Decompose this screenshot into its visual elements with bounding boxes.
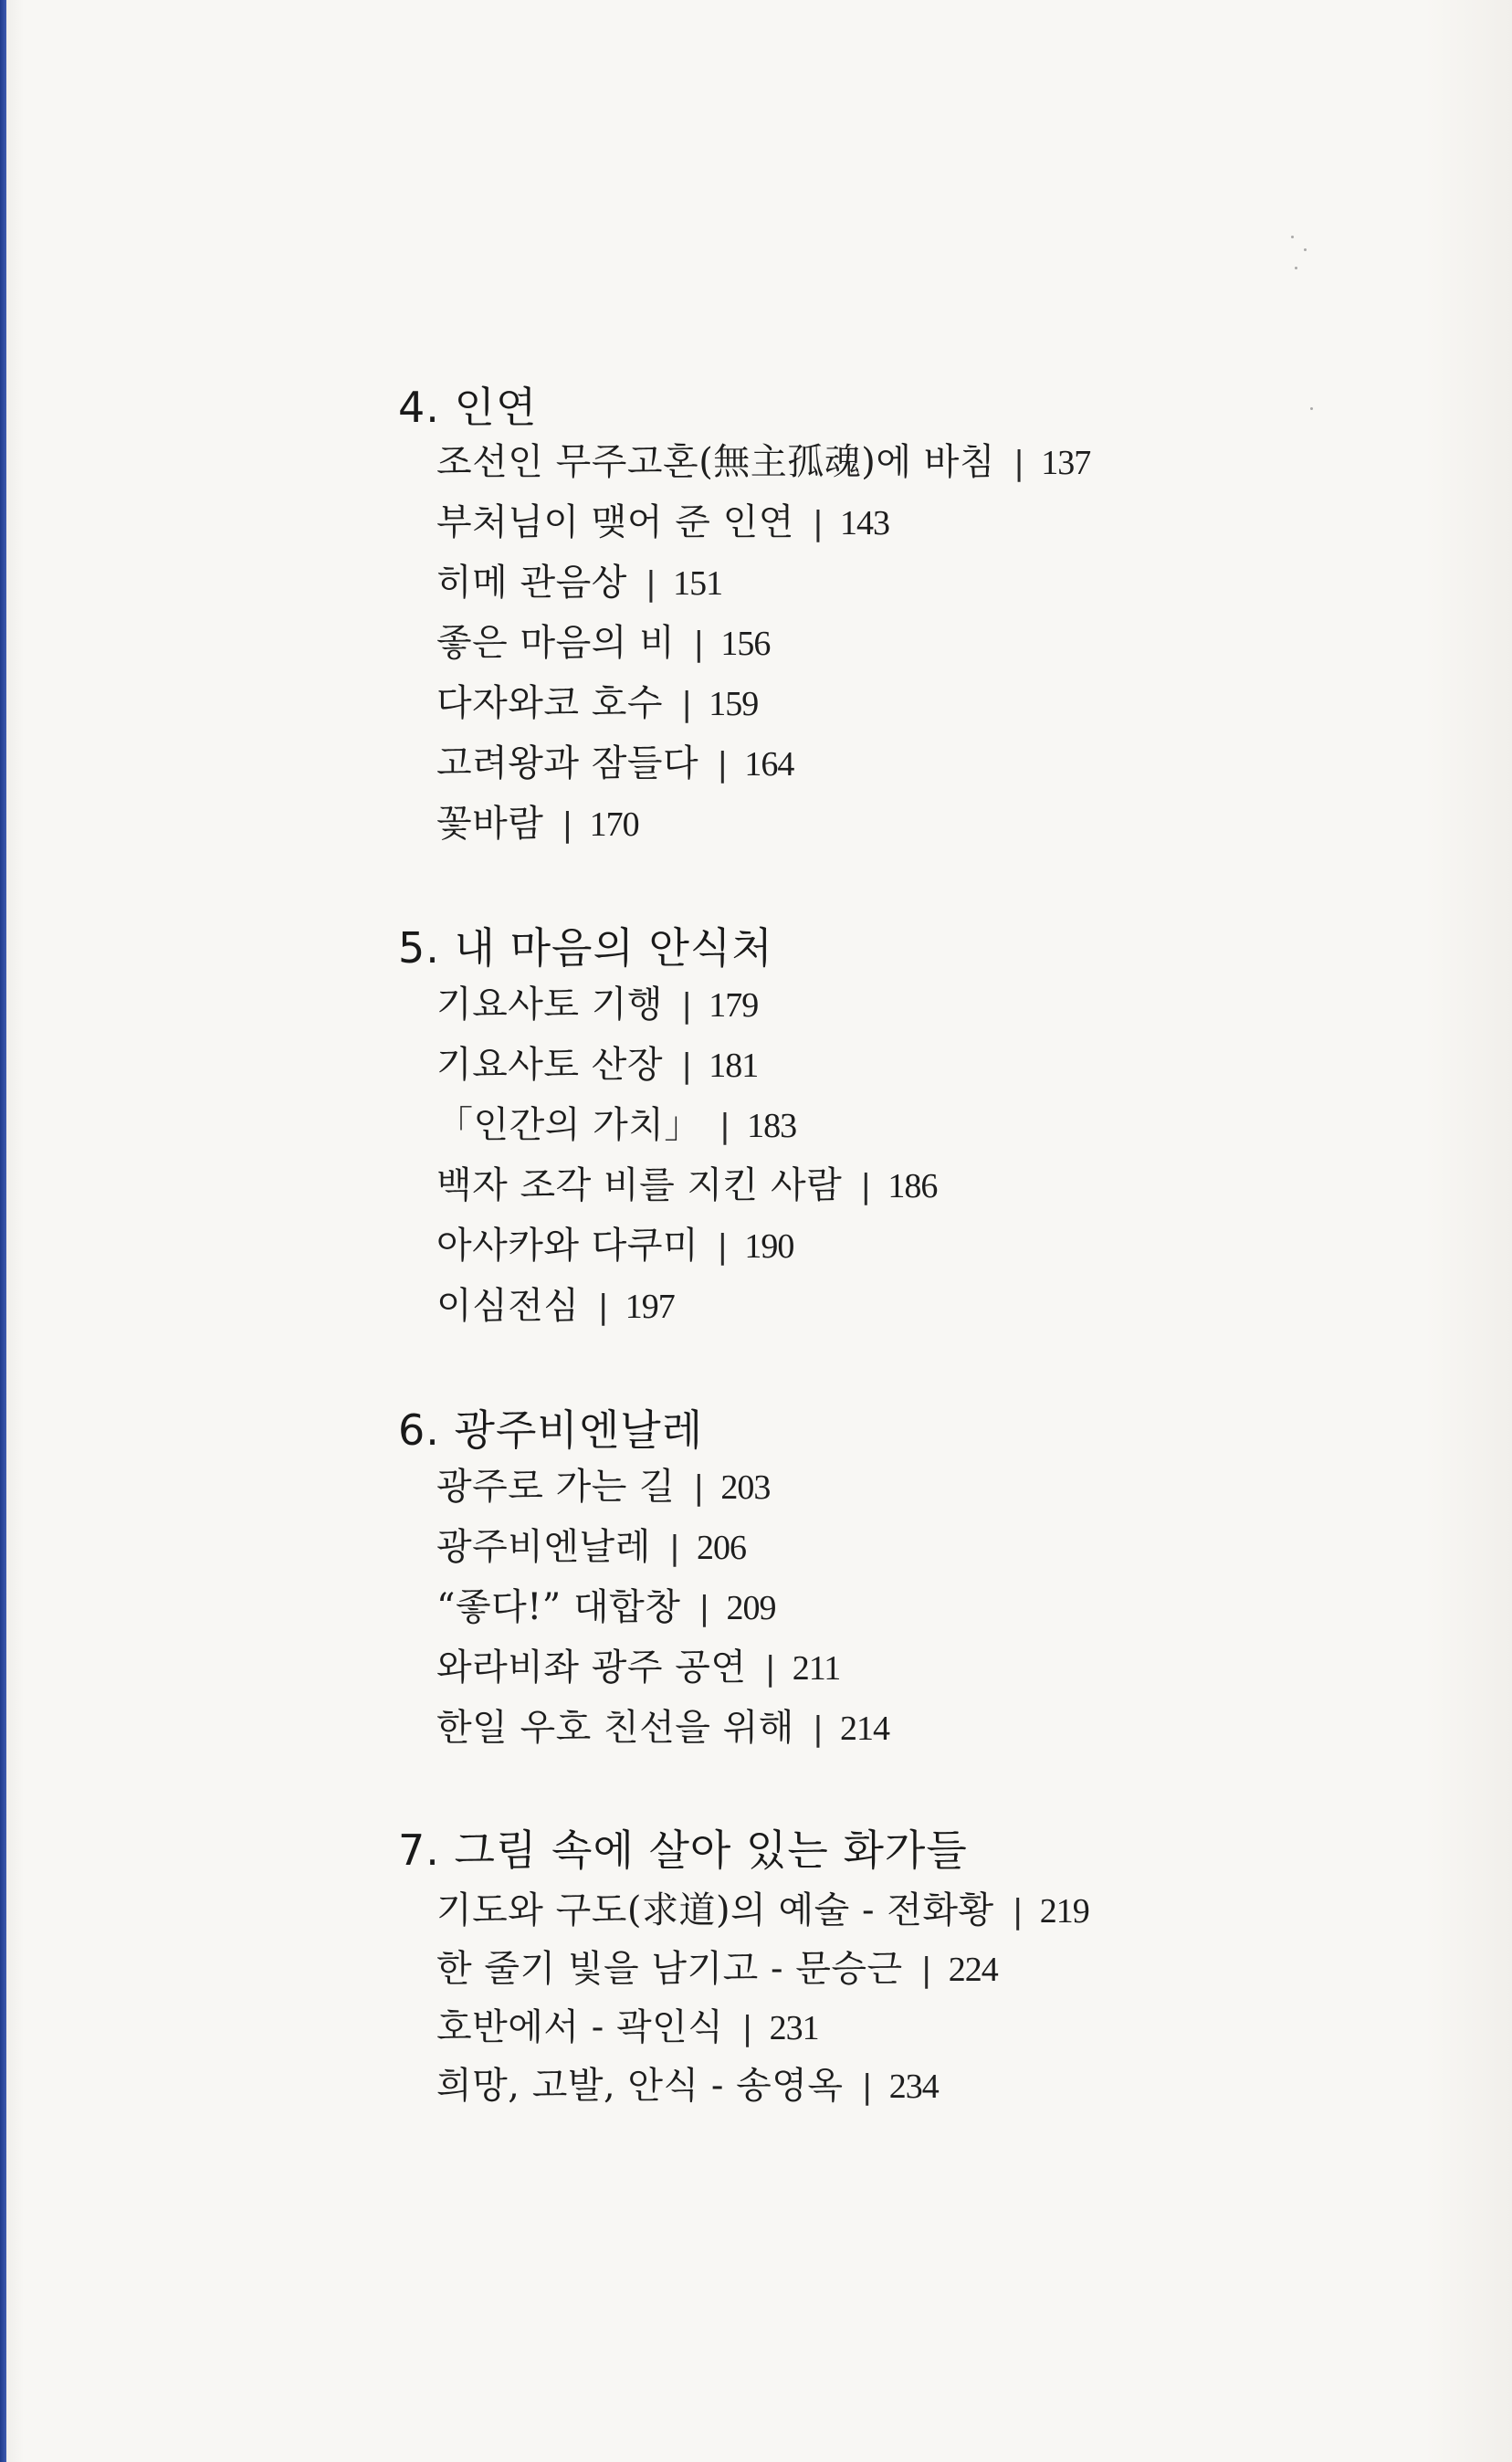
separator: | [681,987,693,1025]
separator: | [562,806,573,844]
toc-entry[interactable] [436,1096,796,1148]
separator: | [719,1108,731,1145]
toc-entry[interactable] [436,553,722,605]
entry-title: 와라비좌 광주 공연 [436,1647,747,1689]
toc-entry[interactable] [436,614,770,666]
toc-entry[interactable] [436,1940,998,1992]
page-number: 159 [709,685,759,723]
entry-title: 한 줄기 빛을 남기고 - 문승근 [436,1948,903,1990]
separator: | [597,1289,609,1326]
entry-title: 「인간의 가치」 [436,1104,701,1146]
entry-title: 히메 관음상 [436,562,627,604]
separator: | [861,2068,873,2106]
page-number: 170 [589,805,639,844]
page-number: 219 [1039,1892,1089,1931]
page-number: 151 [673,564,723,603]
toc-entry[interactable] [436,1156,937,1208]
entry-title: 이심전심 [436,1285,580,1327]
toc-entry[interactable] [436,1518,746,1570]
page-number: 224 [948,1951,998,1989]
entry-title: 한일 우호 친선을 위해 [436,1707,794,1749]
separator: | [860,1168,872,1205]
entry-title: 호반에서 - 곽인식 [436,2006,724,2048]
page-number: 206 [696,1529,746,1567]
page-number: 190 [744,1227,794,1266]
page-number: 203 [720,1468,771,1507]
toc-entry[interactable] [436,1578,776,1630]
separator: | [668,1530,680,1567]
separator: | [693,626,705,663]
page-number: 164 [744,745,794,784]
toc-entry[interactable] [436,1638,840,1690]
toc-entry[interactable] [436,1998,819,2050]
separator: | [717,746,729,784]
section-heading-7: 7. 그림 속에 살아 있는 화가들 [398,1825,968,1875]
separator: | [717,1228,729,1266]
page-number: 214 [840,1710,890,1748]
toc-entry[interactable] [436,794,639,847]
entry-title: 꽃바람 [436,803,544,845]
separator: | [920,1952,932,1989]
separator: | [764,1650,776,1688]
section-heading-4: 4. 인연 [398,383,538,432]
separator: | [812,1710,824,1748]
separator: | [681,686,693,723]
separator: | [693,1469,705,1507]
entry-title: 부처님이 맺어 준 인연 [436,501,794,543]
entry-title: 기요사토 산장 [436,1044,664,1086]
toc-entry[interactable] [436,433,1090,485]
separator: | [812,505,824,542]
entry-title: 아사카와 다쿠미 [436,1225,699,1267]
toc-entry[interactable] [436,1036,758,1088]
page-number: 181 [709,1047,759,1085]
page-number: 137 [1041,444,1091,482]
toc-entry[interactable] [436,1699,889,1751]
page-number: 143 [840,504,890,542]
entry-title: 기도와 구도(求道)의 예술 - 전화황 [436,1889,994,1931]
page-number: 156 [720,625,771,663]
entry-title: 고려왕과 잠들다 [436,742,699,784]
toc-entry[interactable] [436,1881,1089,1933]
entry-title: 광주로 가는 길 [436,1466,676,1508]
entry-title: 광주비엔날레 [436,1526,651,1568]
separator: | [1013,445,1025,482]
toc-entry[interactable] [436,1216,793,1268]
entry-title: 조선인 무주고혼(無主孤魂)에 바침 [436,441,996,483]
toc-entry[interactable] [436,1457,770,1510]
separator: | [741,2010,753,2047]
entry-title: 좋은 마음의 비 [436,622,676,664]
separator: | [681,1047,693,1085]
entry-title: 희망, 고발, 안식 - 송영옥 [436,2065,844,2107]
toc-entry[interactable] [436,674,758,726]
toc-entry[interactable] [436,734,793,786]
toc-entry[interactable] [436,975,758,1027]
separator: | [645,565,657,603]
page-number: 186 [887,1167,938,1205]
entry-title: 기요사토 기행 [436,984,664,1026]
toc-entry[interactable] [436,1277,675,1329]
page-number: 179 [709,986,759,1025]
page-number: 183 [747,1107,797,1145]
entry-title: “좋다!” 대합창 [436,1586,681,1628]
entry-title: 다자와코 호수 [436,682,664,724]
page-number: 231 [769,2009,819,2047]
separator: | [698,1590,710,1627]
entry-title: 백자 조각 비를 지킨 사람 [436,1164,843,1206]
section-heading-5: 5. 내 마음의 안식처 [398,923,773,973]
page-number: 234 [888,2067,939,2106]
toc-entry[interactable] [436,493,889,545]
toc-entry[interactable] [436,2057,939,2109]
page-number: 209 [726,1589,776,1627]
page-number: 211 [792,1649,841,1688]
page-number: 197 [625,1288,675,1326]
separator: | [1012,1893,1024,1931]
section-heading-6: 6. 광주비엔날레 [398,1405,704,1455]
